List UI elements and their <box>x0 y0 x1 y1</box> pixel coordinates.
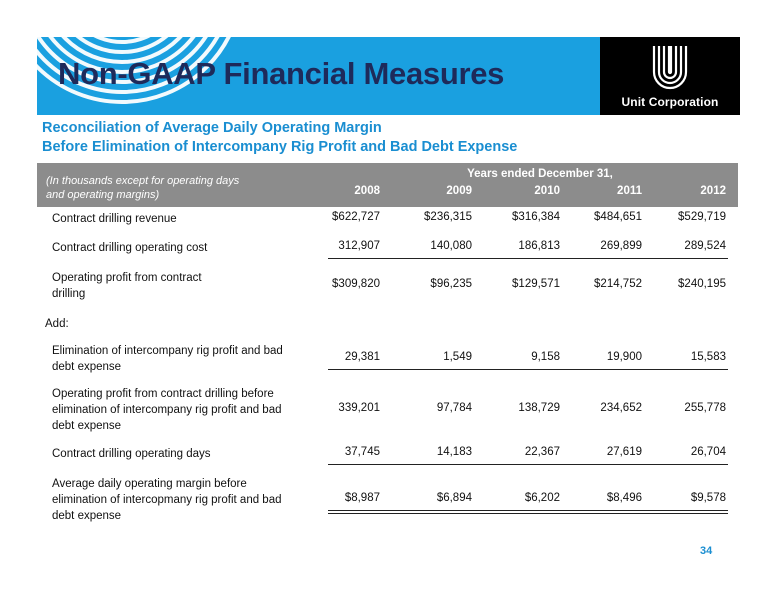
table-cell: $309,820 <box>332 278 380 290</box>
subtotal-rule <box>328 369 728 370</box>
row-label-operating-profit-before-elimination: Operating profit from contract drilling before elimination of intercompany rig profit and bad debt expense <box>52 388 282 432</box>
page-number: 34 <box>700 545 713 557</box>
years-group-header: Years ended December 31, <box>467 168 613 180</box>
logo-text: Unit Corporation <box>621 95 719 109</box>
table-cell: 19,900 <box>606 351 642 363</box>
table-cell: 26,704 <box>690 446 726 458</box>
year-header-2011: 2011 <box>617 185 642 197</box>
table-cell: 289,524 <box>684 240 726 252</box>
table-cell: 29,381 <box>344 351 380 363</box>
table-cell: $214,752 <box>594 278 642 290</box>
total-double-rule-top <box>328 510 728 511</box>
table-cell: $8,496 <box>606 492 642 504</box>
subtotal-rule <box>328 464 728 465</box>
table-cell: 9,158 <box>531 351 560 363</box>
row-label-contract-drilling-operating-cost: Contract drilling operating cost <box>52 242 208 254</box>
year-header-2009: 2009 <box>446 185 472 197</box>
year-header-2008: 2008 <box>354 185 380 197</box>
table-cell: $96,235 <box>430 278 472 290</box>
row-label-contract-drilling-revenue: Contract drilling revenue <box>52 213 177 225</box>
table-cell: 37,745 <box>344 446 380 458</box>
table-cell: $316,384 <box>512 211 560 223</box>
table-cell: 15,583 <box>690 351 726 363</box>
row-label-elimination-intercompany: Elimination of intercompany rig profit and bad debt expense <box>52 345 283 373</box>
table-cell: 255,778 <box>684 402 726 414</box>
table-cell: $484,651 <box>594 211 642 223</box>
subtitle-line-2: Before Elimination of Intercompany Rig Profit and Bad Debt Expense <box>42 139 518 155</box>
table-cell: 234,652 <box>600 402 642 414</box>
company-logo <box>600 37 740 115</box>
year-header-2010: 2010 <box>534 185 560 197</box>
table-cell: 1,549 <box>443 351 472 363</box>
table-cell: $529,719 <box>678 211 726 223</box>
row-label-operating-days: Contract drilling operating days <box>52 448 211 460</box>
table-units-note-line-1: (In thousands except for operating days <box>46 175 240 187</box>
total-double-rule-bottom <box>328 513 728 514</box>
table-cell: $236,315 <box>424 211 472 223</box>
table-cell: 97,784 <box>436 402 472 414</box>
table-cell: 138,729 <box>518 402 560 414</box>
table-cell: $8,987 <box>344 492 380 504</box>
row-label-average-daily-margin: Average daily operating margin before elimination of intercopmany rig profit and bad debt expense <box>52 478 282 522</box>
table-cell: 22,367 <box>524 446 560 458</box>
year-header-2012: 2012 <box>700 185 726 197</box>
table-units-note-line-2: and operating margins) <box>46 189 160 201</box>
table-cell: $9,578 <box>690 492 726 504</box>
subtitle-line-1: Reconciliation of Average Daily Operating Margin <box>42 120 382 136</box>
row-label-operating-profit: Operating profit from contract drilling <box>52 272 202 300</box>
unit-corp-logo-icon <box>648 44 692 92</box>
table-cell: 14,183 <box>436 446 472 458</box>
table-cell: $240,195 <box>678 278 726 290</box>
table-cell: $6,894 <box>436 492 472 504</box>
table-cell: 186,813 <box>518 240 560 252</box>
table-cell: 269,899 <box>600 240 642 252</box>
row-label-add: Add: <box>45 318 69 330</box>
subtotal-rule <box>328 258 728 259</box>
table-cell: 312,907 <box>338 240 380 252</box>
table-cell: 27,619 <box>606 446 642 458</box>
table-cell: 140,080 <box>430 240 472 252</box>
table-cell: $622,727 <box>332 211 380 223</box>
table-cell: $129,571 <box>512 278 560 290</box>
page-title: Non-GAAP Financial Measures <box>58 56 505 91</box>
table-cell: $6,202 <box>524 492 560 504</box>
table-cell: 339,201 <box>338 402 380 414</box>
